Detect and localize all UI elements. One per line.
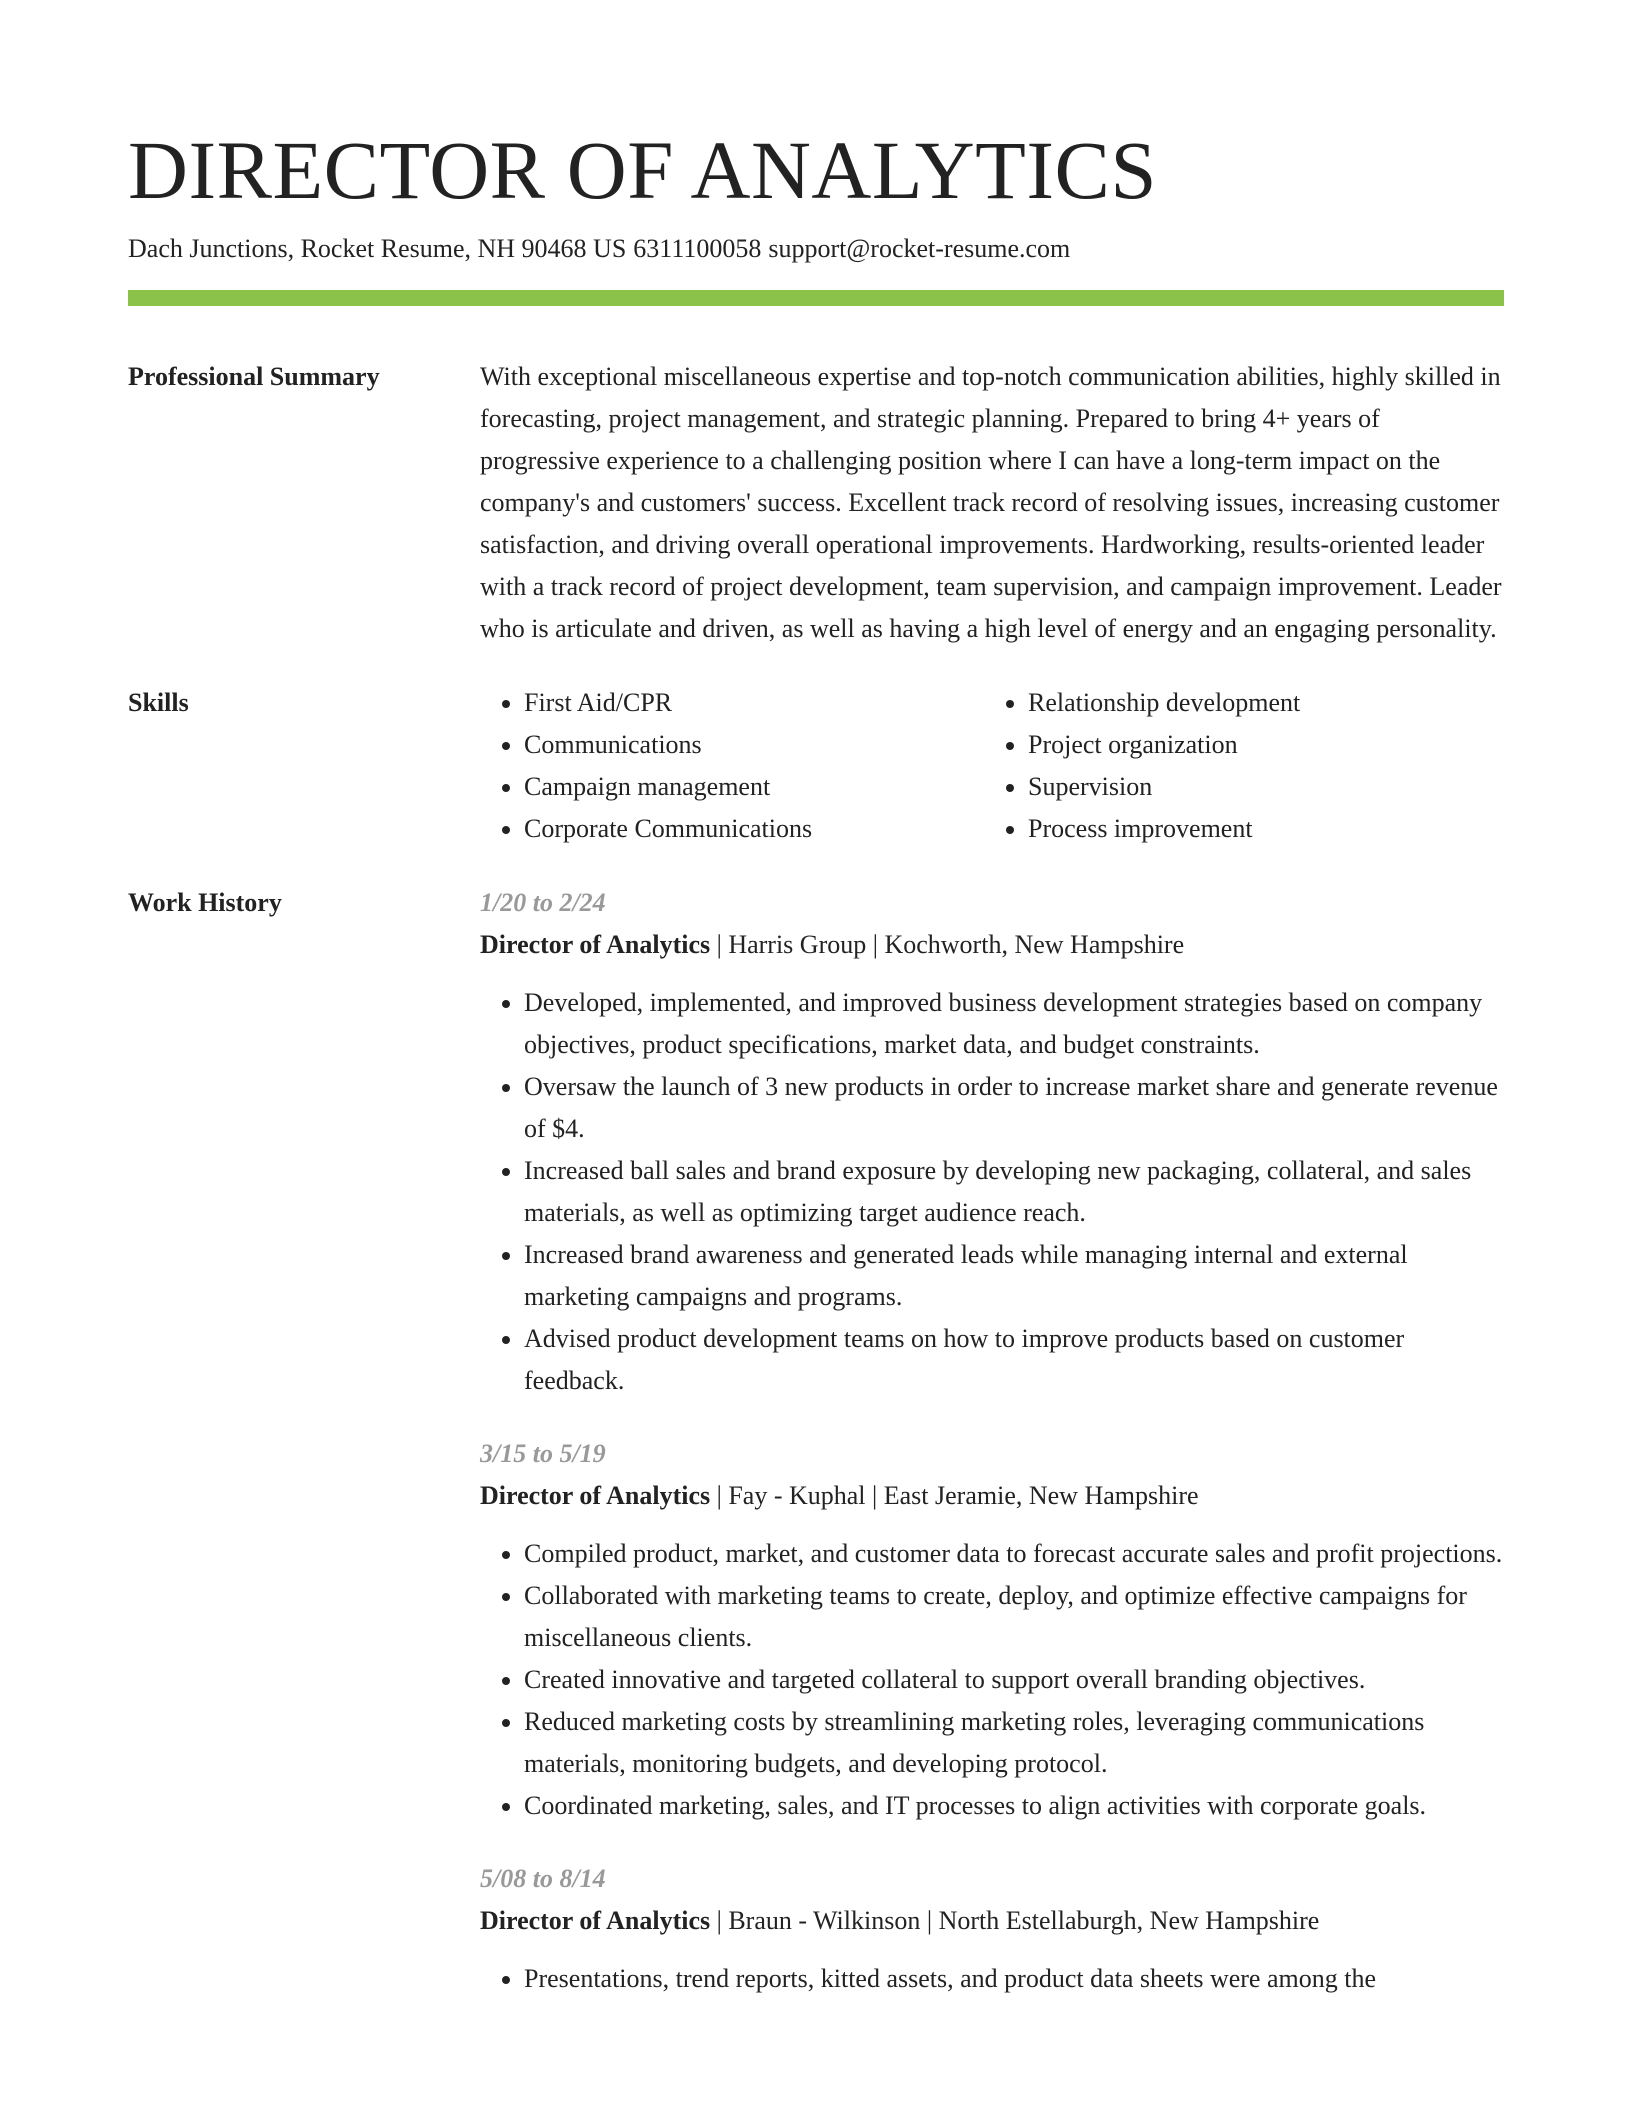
- job-header: Director of Analytics | Harris Group | Kochworth, New Hampshire: [480, 930, 1185, 959]
- job-bullets: [480, 1533, 1504, 1827]
- skill-item: • Supervision: [1028, 766, 1488, 808]
- job-bullet: • Reduced marketing costs by streamlining marketing roles, leveraging communications materials, monitoring budgets, and developing protocol.: [524, 1701, 1504, 1785]
- job-dates: 3/15 to 5/19: [480, 1439, 606, 1468]
- job-bullet: • Collaborated with marketing teams to create, deploy, and optimize effective campaigns for miscellaneous clients.: [524, 1575, 1504, 1659]
- summary-section: [128, 356, 1504, 650]
- skill-item: • Corporate Communications: [524, 808, 984, 850]
- skills-list-right: [984, 682, 1488, 850]
- job-location: Kochworth, New Hampshire: [884, 930, 1185, 959]
- section-title-summary: Professional Summary: [128, 362, 380, 391]
- work-history-section: [128, 882, 1504, 2031]
- job-company: Harris Group: [728, 930, 867, 959]
- job-bullet: • Advised product development teams on how to improve products based on customer feedback.: [524, 1318, 1504, 1402]
- job-dates: 1/20 to 2/24: [480, 888, 606, 917]
- resume-page: [128, 0, 1504, 2031]
- resume-name: DIRECTOR OF ANALYTICS: [128, 124, 1158, 216]
- contact-address: Dach Junctions, Rocket Resume, NH 90468 US: [128, 234, 627, 263]
- job-entry: [480, 1858, 1504, 2000]
- summary-text: With exceptional miscellaneous expertise and top-notch communication abilities, highly skilled in forecasting, project management, and strategic planning. Prepared to bring 4+ years of progressive experience to a challenging position where I can have a long-term impact on the company's and customers' success. Excellent track record of resolving issues, increasing customer satisfaction, and driving overall operational improvements. Hardworking, results-oriented leader with a track record of project development, team supervision, and campaign improvement. Leader who is articulate and driven, as well as having a high level of energy and an engaging personality.: [480, 362, 1502, 643]
- job-entry: [480, 1433, 1504, 1827]
- job-location: North Estellaburgh, New Hampshire: [938, 1906, 1320, 1935]
- section-title-work-history: Work History: [128, 888, 282, 917]
- job-header: Director of Analytics | Fay - Kuphal | East Jeramie, New Hampshire: [480, 1481, 1199, 1510]
- accent-divider: [128, 290, 1504, 306]
- skill-item: • Campaign management: [524, 766, 984, 808]
- job-bullets: [480, 1958, 1504, 2000]
- job-bullet: • Presentations, trend reports, kitted assets, and product data sheets were among the: [524, 1958, 1504, 2000]
- job-title: Director of Analytics: [480, 1906, 711, 1935]
- job-entry: [480, 882, 1504, 1402]
- job-header: Director of Analytics | Braun - Wilkinson | North Estellaburgh, New Hampshire: [480, 1906, 1320, 1935]
- job-bullet: • Oversaw the launch of 3 new products in order to increase market share and generate revenue of $4.: [524, 1066, 1504, 1150]
- skill-item: • Communications: [524, 724, 984, 766]
- job-bullet: • Compiled product, market, and customer data to forecast accurate sales and profit projections.: [524, 1533, 1504, 1575]
- job-title: Director of Analytics: [480, 1481, 711, 1510]
- contact-phone: 6311100058: [633, 234, 762, 263]
- skill-item: • Relationship development: [1028, 682, 1488, 724]
- job-bullets: [480, 982, 1504, 1402]
- skill-item: • First Aid/CPR: [524, 682, 984, 724]
- contact-email: support@rocket-resume.com: [768, 234, 1071, 263]
- job-company: Braun - Wilkinson: [728, 1906, 921, 1935]
- job-title: Director of Analytics: [480, 930, 711, 959]
- job-dates: 5/08 to 8/14: [480, 1864, 606, 1893]
- job-bullet: • Coordinated marketing, sales, and IT processes to align activities with corporate goals.: [524, 1785, 1504, 1827]
- skills-section: [128, 682, 1504, 850]
- job-company: Fay - Kuphal: [728, 1481, 866, 1510]
- skills-list-left: [480, 682, 984, 850]
- job-bullet: • Increased ball sales and brand exposure by developing new packaging, collateral, and sales materials, as well as optimizing target audience reach.: [524, 1150, 1504, 1234]
- job-bullet: • Created innovative and targeted collateral to support overall branding objectives.: [524, 1659, 1504, 1701]
- section-title-skills: Skills: [128, 688, 189, 717]
- job-location: East Jeramie, New Hampshire: [883, 1481, 1199, 1510]
- contact-line: [128, 232, 1504, 266]
- job-bullet: • Developed, implemented, and improved business development strategies based on company objectives, product specifications, market data, and budget constraints.: [524, 982, 1504, 1066]
- skill-item: • Process improvement: [1028, 808, 1488, 850]
- job-bullet: • Increased brand awareness and generated leads while managing internal and external marketing campaigns and programs.: [524, 1234, 1504, 1318]
- skill-item: • Project organization: [1028, 724, 1488, 766]
